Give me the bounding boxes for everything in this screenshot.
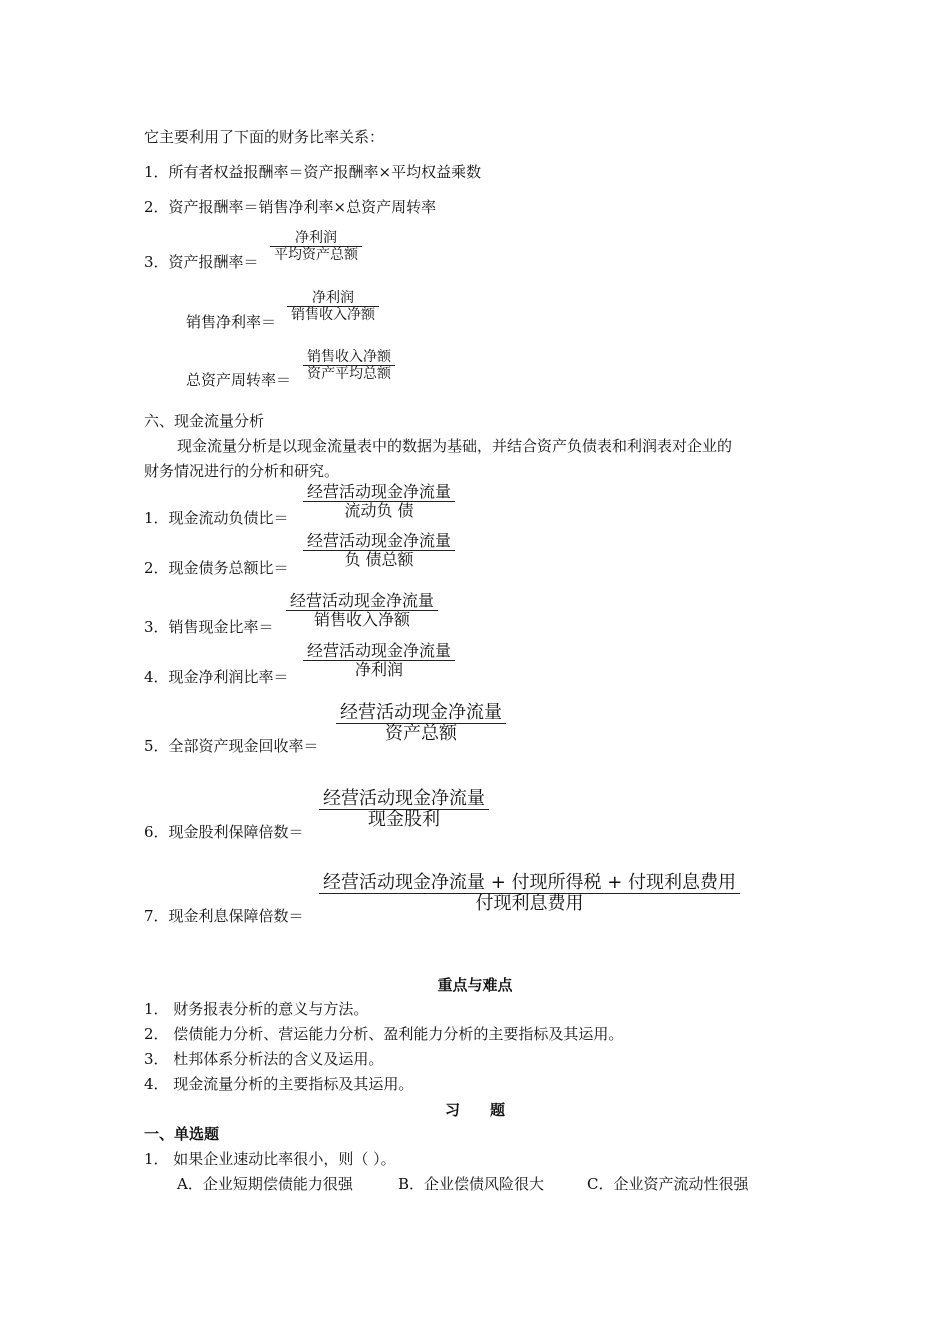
list-item: 4． 现金流量分析的主要指标及其运用。: [144, 1075, 414, 1093]
numerator: 经营活动现金净流量: [340, 702, 502, 723]
paragraph-line: 财务情况进行的分析和研究。: [144, 462, 340, 480]
denominator: 销售收入净额: [314, 610, 411, 629]
fraction: [303, 533, 455, 568]
option-a: A．企业短期偿债能力很强: [177, 1175, 353, 1193]
formula-label: 4．现金净利润比率＝: [144, 668, 289, 686]
numerator: 净利润: [312, 290, 354, 306]
denominator: 流动负 债: [344, 501, 414, 520]
intro-text: 它主要利用了下面的财务比率关系：: [144, 128, 385, 146]
dupont-line-2: 2．资产报酬率＝销售净利率×总资产周转率: [144, 198, 437, 216]
fraction: [319, 874, 740, 913]
fraction: [303, 484, 455, 519]
key-points-title: 重点与难点: [437, 976, 513, 994]
list-item: 2． 偿债能力分析、营运能力分析、盈利能力分析的主要指标及其运用。: [144, 1025, 624, 1043]
exercises-title: 习 题: [444, 1101, 505, 1119]
numerator: 经营活动现金净流量: [307, 482, 452, 501]
numerator: 经营活动现金净流量: [290, 591, 435, 610]
numerator: 经营活动现金净流量 + 付现所得税 + 付现利息费用: [323, 872, 737, 893]
fraction: [336, 704, 506, 743]
fraction: [303, 643, 455, 678]
option-c: C．企业资产流动性很强: [587, 1175, 749, 1193]
formula-label: 2．现金债务总额比＝: [144, 559, 289, 577]
denominator: 资产平均总额: [307, 366, 391, 382]
formula-label: 7．现金利息保障倍数＝: [144, 907, 304, 925]
formula-label: 3．销售现金比率＝: [144, 618, 274, 636]
dupont-line-1: 1．所有者权益报酬率＝资产报酬率×平均权益乘数: [144, 163, 482, 181]
denominator: 销售收入净额: [291, 307, 375, 323]
denominator: 付现利息费用: [475, 893, 584, 914]
option-b: B．企业偿债风险很大: [398, 1175, 545, 1193]
numerator: 销售收入净额: [307, 349, 391, 365]
denominator: 负 债总额: [344, 550, 414, 569]
list-item: 3． 杜邦体系分析法的含义及运用。: [144, 1050, 384, 1068]
formula-label: 销售净利率＝: [186, 313, 277, 331]
denominator: 平均资产总额: [274, 247, 358, 263]
fraction: [270, 231, 362, 262]
formula-label: 5．全部资产现金回收率＝: [144, 737, 319, 755]
numerator: 经营活动现金净流量: [323, 788, 485, 809]
section-heading: 六、现金流量分析: [144, 412, 265, 430]
numerator: 经营活动现金净流量: [307, 531, 452, 550]
denominator: 现金股利: [368, 809, 440, 830]
paragraph-line: 现金流量分析是以现金流量表中的数据为基础，并结合资产负债表和利润表对企业的: [177, 437, 733, 455]
fraction: [286, 593, 438, 628]
formula-label: 3．资产报酬率＝: [144, 253, 259, 271]
formula-label: 1．现金流动负债比＝: [144, 509, 289, 527]
exercise-section-heading: 一、单选题: [144, 1125, 220, 1143]
fraction: [319, 790, 489, 829]
fraction: [303, 350, 395, 381]
numerator: 净利润: [295, 230, 337, 246]
denominator: 净利润: [355, 660, 404, 679]
fraction: [287, 291, 379, 322]
numerator: 经营活动现金净流量: [307, 641, 452, 660]
formula-label: 总资产周转率＝: [186, 371, 292, 389]
question-text: 1． 如果企业速动比率很小，则（ ）。: [144, 1150, 396, 1168]
denominator: 资产总额: [385, 723, 457, 744]
list-item: 1． 财务报表分析的意义与方法。: [144, 1000, 369, 1018]
formula-label: 6．现金股利保障倍数＝: [144, 823, 304, 841]
